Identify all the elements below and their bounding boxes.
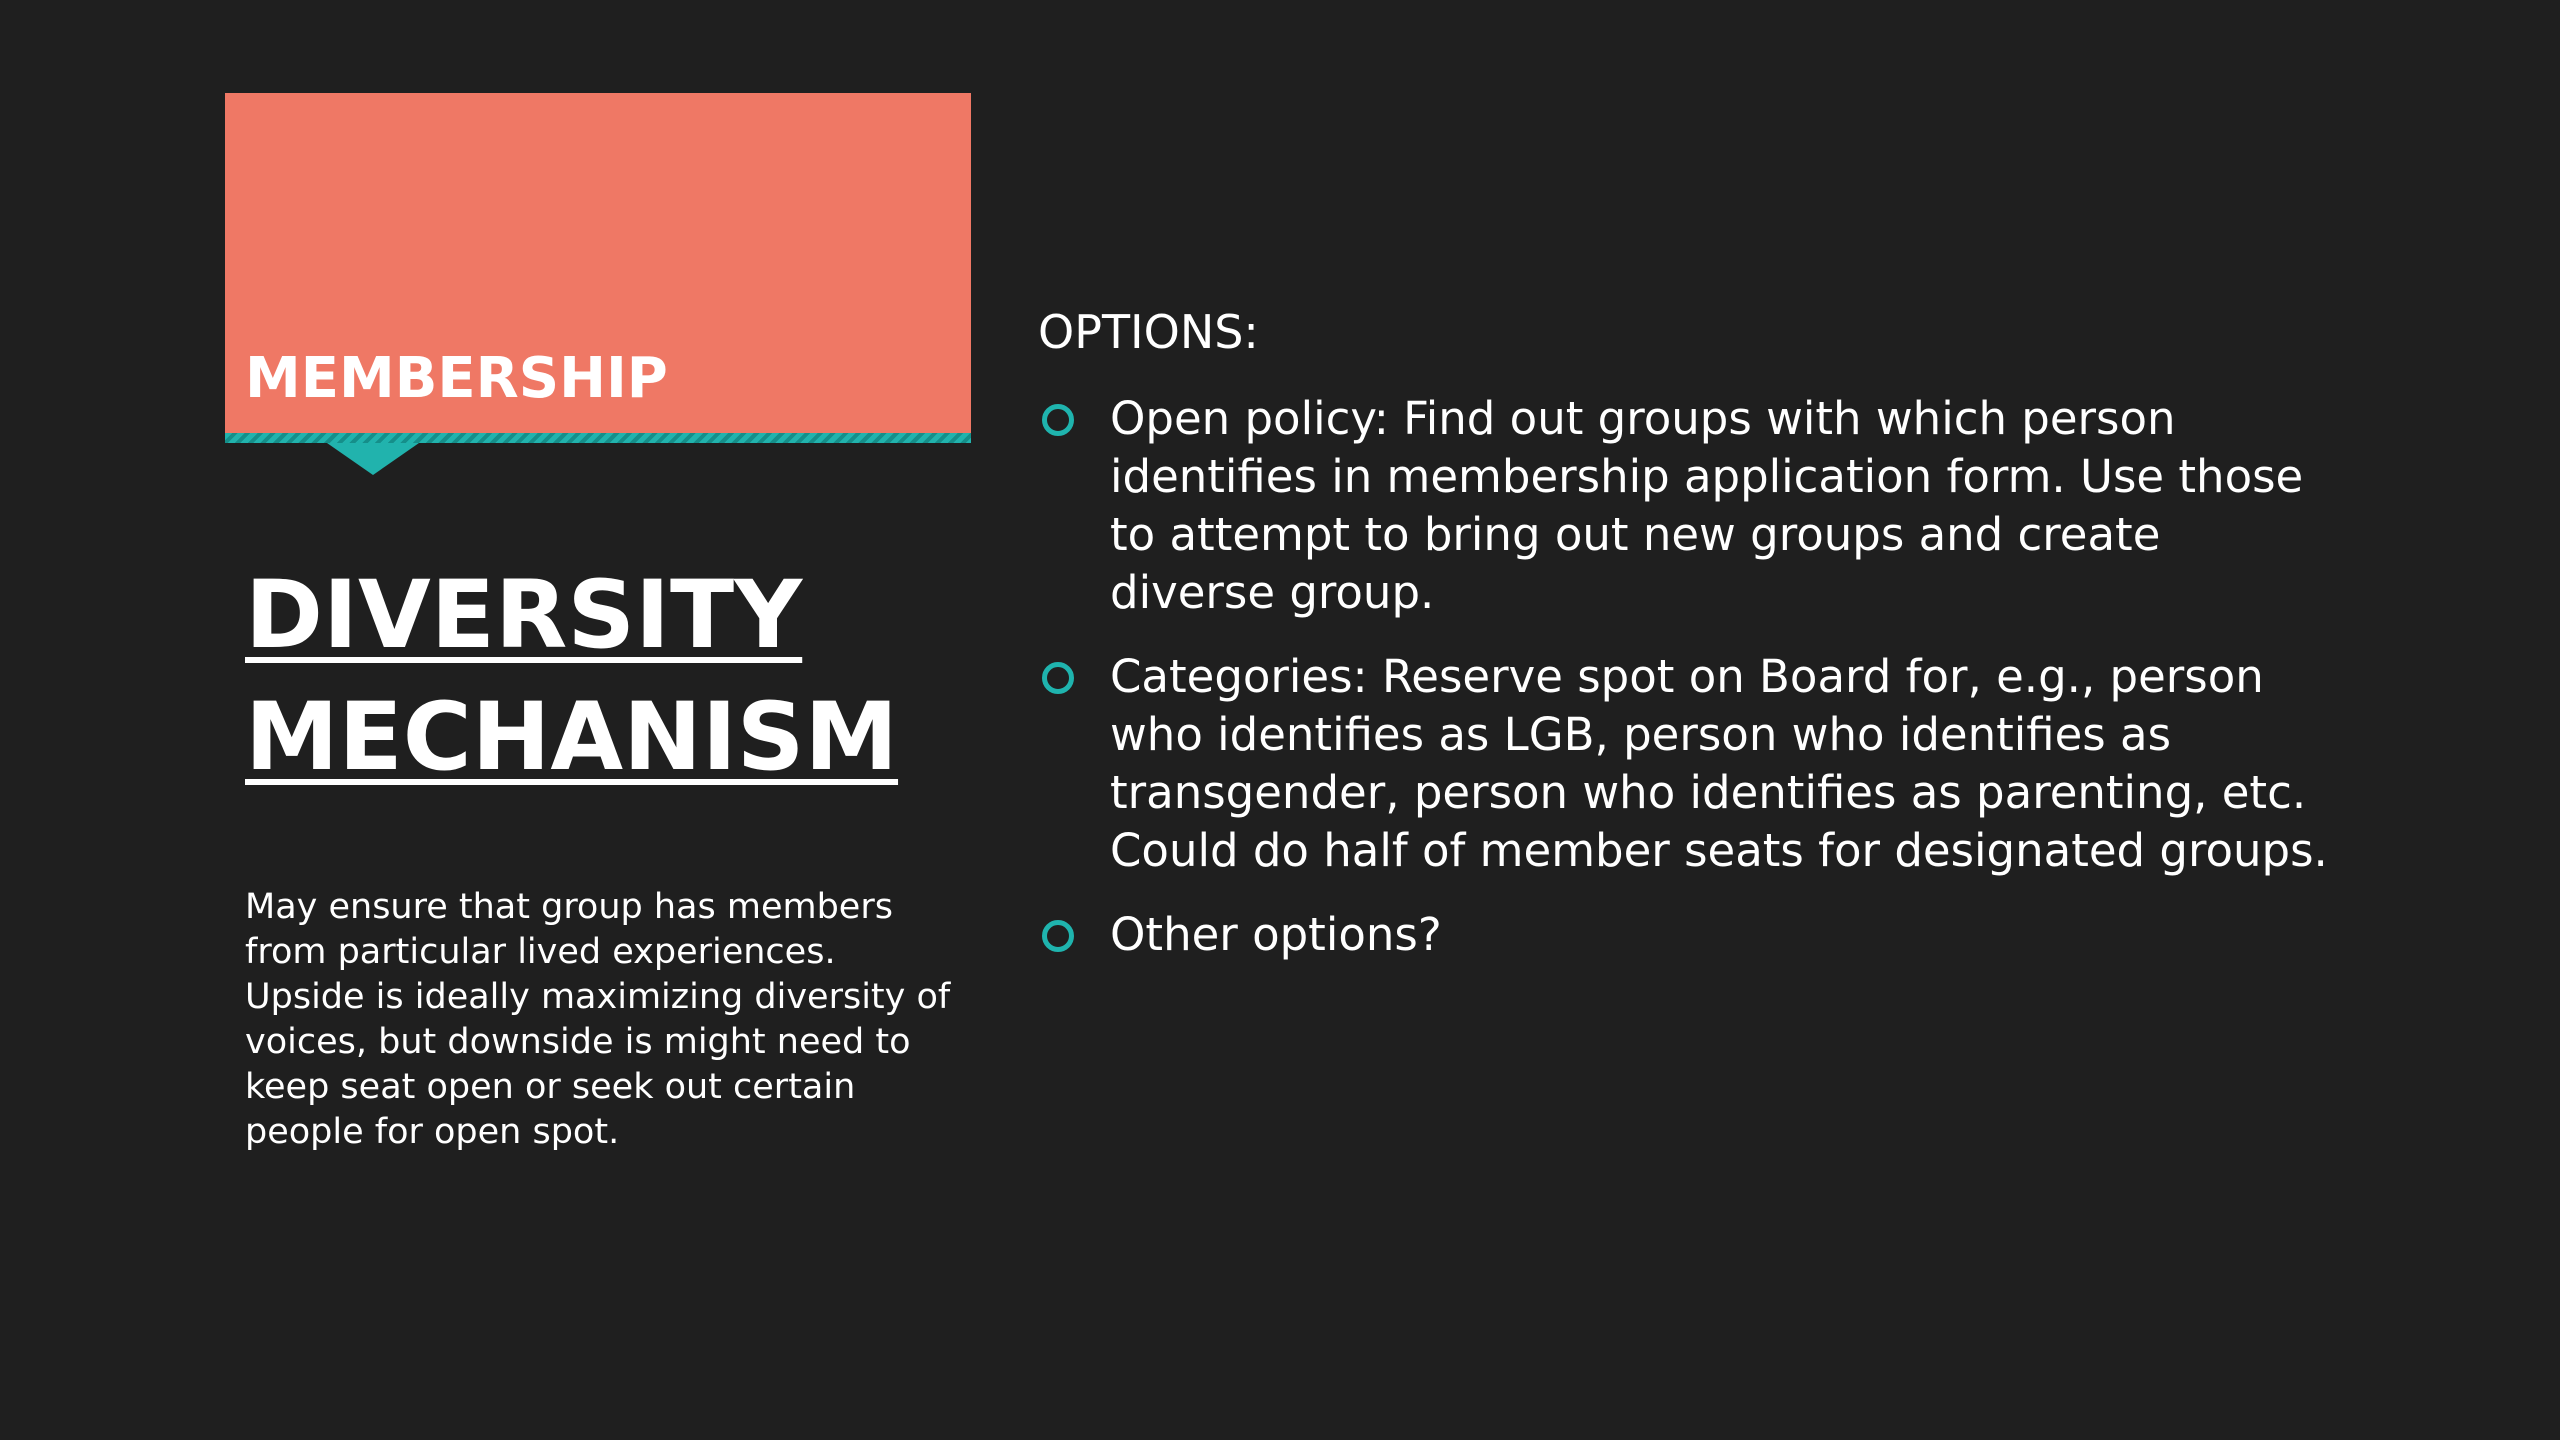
section-banner bbox=[225, 93, 971, 433]
banner-stripe bbox=[225, 433, 971, 443]
slide-title bbox=[245, 555, 1005, 799]
description-text: May ensure that group has members from particular lived experiences. Upside is ideally maximizing diversity of voices, but downside is might need to keep seat open or seek out certain people for open spot. bbox=[245, 887, 951, 1152]
options-heading: OPTIONS: bbox=[1038, 305, 1259, 359]
title-line-1: DIVERSITY bbox=[245, 561, 803, 670]
list-item bbox=[1038, 390, 2338, 622]
ring-bullet-icon bbox=[1042, 662, 1074, 694]
banner-pointer bbox=[327, 443, 419, 475]
ring-bullet-icon bbox=[1042, 920, 1074, 952]
option-text: Open policy: Find out groups with which person identifies in membership application form. Use those to attempt to bring out new groups and create diverse group. bbox=[1110, 392, 2304, 619]
banner-label: MEMBERSHIP bbox=[245, 346, 668, 411]
list-item bbox=[1038, 906, 2338, 964]
options-list bbox=[1038, 390, 2338, 990]
title-line-2: MECHANISM bbox=[245, 683, 899, 792]
ring-bullet-icon bbox=[1042, 404, 1074, 436]
option-text: Other options? bbox=[1110, 908, 1442, 961]
list-item bbox=[1038, 648, 2338, 880]
option-text: Categories: Reserve spot on Board for, e.g., person who identifies as LGB, person who identifies as transgender, person who identifies as parenting, etc. Could do half of member seats for designated groups. bbox=[1110, 650, 2328, 877]
